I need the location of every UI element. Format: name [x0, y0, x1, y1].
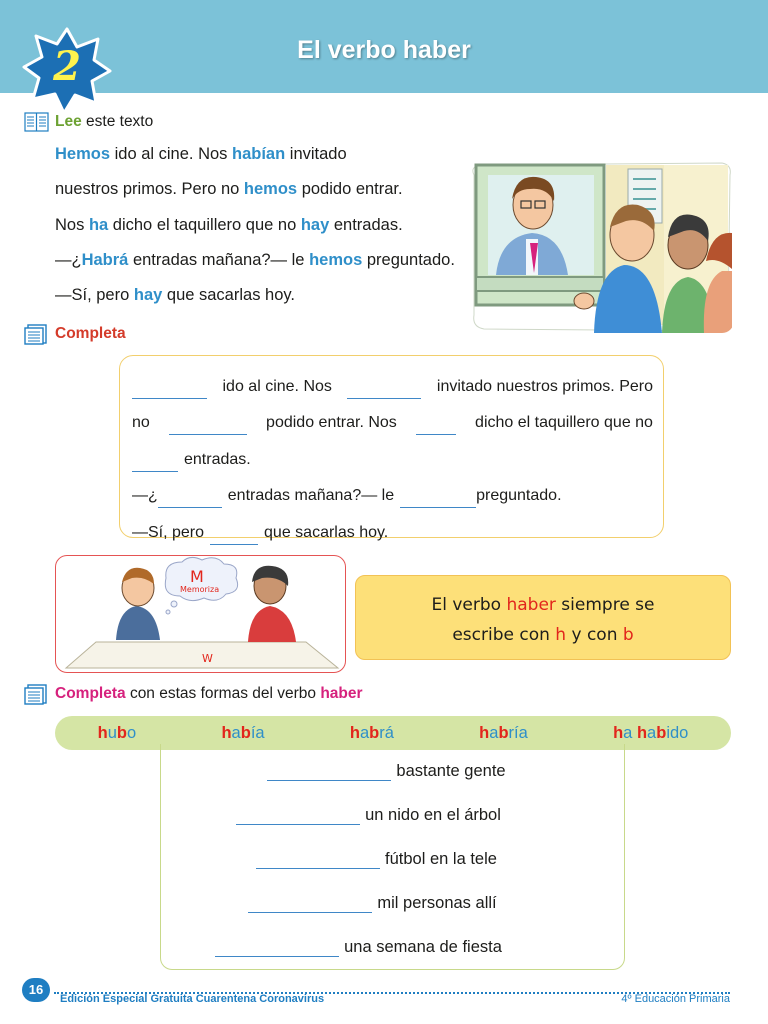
rule-box — [355, 575, 731, 660]
verb-form-letters: u — [107, 723, 117, 742]
exercise-text: bastante gente — [396, 762, 506, 780]
exercise-1-line-1 — [132, 362, 653, 399]
exercise-1-line-3 — [132, 435, 653, 472]
exercise-2-line — [127, 938, 590, 957]
exercise-1-line-2 — [132, 399, 653, 436]
exercise-1-box — [119, 355, 664, 541]
exercise-text: —Sí, pero — [132, 523, 205, 541]
verb-form-letter-highlight: h — [613, 723, 624, 742]
verb-highlight: Habrá — [81, 250, 129, 269]
page-footer — [0, 978, 768, 1024]
reading-line — [55, 247, 475, 282]
verb-highlight: ha — [88, 215, 109, 234]
footer-edition: Edición Especial Gratuita Cuarentena Coronavirus — [60, 993, 325, 1005]
verb-highlight: hemos — [243, 180, 298, 199]
forms-instruction: con estas formas del verbo — [129, 685, 317, 702]
verb-form-letters: a — [647, 723, 657, 742]
verb-form-letters: a — [623, 723, 637, 742]
verb-form-letter-highlight: h — [479, 723, 490, 742]
exercise-text: entradas mañana?— le — [227, 487, 395, 504]
exercise-text: invitado nuestros primos. Pero — [436, 377, 653, 395]
answer-blank[interactable] — [400, 492, 476, 508]
answer-blank[interactable] — [169, 419, 247, 435]
answer-blank[interactable] — [132, 456, 178, 472]
reading-text-segment: preguntado. — [362, 250, 455, 269]
verb-form-letter-highlight: h — [636, 723, 648, 742]
reading-text-segment: que sacarlas hoy. — [162, 286, 295, 305]
exercise-text: —¿ — [132, 487, 158, 504]
verb-form-letters: o — [127, 723, 137, 742]
verb-form-letters: a — [231, 723, 241, 742]
reading-text-segment: nuestros primos. Pero no — [55, 180, 244, 199]
footer-grade: 4º Educación Primaria — [621, 993, 730, 1005]
rule-line-2 — [356, 620, 730, 650]
verb-form-letter-highlight: h — [221, 723, 232, 742]
verb-form-letter-highlight: b — [116, 723, 127, 742]
verb-form-letter-highlight: h — [97, 723, 108, 742]
answer-blank[interactable] — [210, 529, 258, 545]
forms-keyword: Completa — [55, 685, 126, 702]
rule-highlight: h — [555, 625, 567, 645]
memo-letter: M — [190, 567, 204, 586]
reading-text — [55, 141, 475, 317]
exercise-text: fútbol en la tele — [385, 850, 497, 868]
exercise-text: ido al cine. Nos — [222, 377, 332, 395]
rule-text: escribe con — [452, 625, 556, 645]
verb-form-letter-highlight: b — [369, 723, 380, 742]
verb-highlight: hay — [133, 286, 163, 305]
exercise-2-line — [145, 850, 608, 869]
exercise-text: un nido en el árbol — [365, 806, 501, 824]
reading-text-segment: ido al cine. Nos — [110, 145, 233, 163]
page-title: El verbo haber — [297, 36, 471, 64]
verb-form — [98, 724, 137, 743]
reading-text-segment: entradas. — [329, 215, 403, 234]
reading-text-segment: —Sí, pero — [55, 286, 134, 305]
section-read-heading — [24, 111, 153, 133]
memo-letter-w: W — [202, 652, 213, 665]
rule-text: El verbo — [431, 595, 507, 615]
exercise-text: una semana de fiesta — [344, 938, 502, 956]
answer-blank[interactable] — [236, 811, 360, 825]
reading-text-segment: Nos — [55, 215, 89, 234]
answer-blank[interactable] — [132, 383, 207, 399]
exercise-text: entradas. — [184, 450, 251, 468]
notebook-icon — [24, 323, 49, 345]
answer-blank[interactable] — [416, 419, 456, 435]
unit-badge — [22, 25, 112, 115]
rule-text: y con — [566, 625, 623, 645]
exercise-1-line-5 — [132, 508, 653, 545]
verb-highlight: hay — [300, 215, 330, 234]
exercise-1-line-4 — [132, 472, 653, 509]
rule-highlight: b — [622, 625, 634, 645]
forms-verb: haber — [320, 685, 363, 702]
verb-form-letters: a — [359, 723, 370, 742]
reading-line — [55, 212, 475, 247]
exercise-2-line — [137, 806, 600, 825]
exercise-text: dicho el taquillero que no — [475, 414, 653, 431]
verb-form-letter-highlight: b — [498, 723, 509, 742]
verb-form-letter-highlight: b — [240, 723, 251, 742]
answer-blank[interactable] — [158, 492, 222, 508]
read-keyword: Lee — [55, 113, 82, 130]
notebook-icon — [24, 683, 49, 705]
exercise-2-line — [141, 894, 604, 913]
page-header — [0, 0, 768, 93]
verb-form — [479, 724, 528, 743]
verb-highlight: Hemos — [55, 145, 111, 163]
answer-blank[interactable] — [248, 899, 372, 913]
verb-form-letter-highlight: b — [656, 723, 667, 742]
verb-form — [350, 724, 394, 743]
answer-blank[interactable] — [256, 855, 380, 869]
exercise-text: mil personas allí — [377, 894, 497, 912]
verb-form-letters: ía — [250, 723, 265, 742]
verb-form — [221, 724, 264, 743]
verb-form-letters: ría — [508, 723, 528, 742]
verb-form-letters: ido — [666, 723, 689, 742]
memo-word: Memoriza — [180, 585, 220, 594]
reading-text-segment: podido entrar. — [297, 180, 403, 199]
exercise-2-box — [160, 744, 625, 970]
exercise-text: podido entrar. Nos — [266, 414, 397, 431]
section-forms-heading — [24, 683, 363, 705]
rule-highlight: haber — [506, 595, 556, 615]
exercise-text: preguntado. — [476, 487, 562, 504]
reading-line — [55, 282, 475, 317]
answer-blank[interactable] — [215, 943, 339, 957]
rule-line-1 — [356, 590, 730, 620]
exercise-2-line — [155, 762, 618, 781]
answer-blank[interactable] — [347, 383, 421, 399]
complete-keyword: Completa — [55, 325, 126, 342]
exercise-text: no — [132, 414, 150, 431]
section-complete-heading — [24, 323, 126, 345]
read-instruction: este texto — [86, 113, 154, 130]
memorize-illustration — [55, 555, 346, 673]
verb-form-letter-highlight: h — [349, 723, 360, 742]
reading-line — [55, 176, 475, 211]
ticket-booth-illustration — [466, 161, 734, 333]
verb-form-letters: rá — [379, 723, 394, 742]
exercise-text: que sacarlas hoy. — [264, 523, 389, 541]
open-book-icon — [24, 111, 49, 133]
reading-line — [55, 141, 475, 176]
reading-text-segment: dicho el taquillero que no — [108, 215, 301, 234]
unit-number: 2 — [53, 43, 81, 90]
reading-text-segment: —¿ — [55, 250, 82, 269]
reading-text-segment: entradas mañana?— le — [128, 250, 310, 269]
answer-blank[interactable] — [267, 767, 391, 781]
verb-form — [613, 724, 688, 743]
verb-highlight: habían — [232, 145, 286, 163]
page-number: 16 — [22, 978, 50, 1002]
reading-text-segment: invitado — [285, 145, 347, 163]
verb-form-letters: a — [489, 723, 499, 742]
verb-highlight: hemos — [309, 250, 363, 269]
rule-text: siempre se — [555, 595, 655, 615]
